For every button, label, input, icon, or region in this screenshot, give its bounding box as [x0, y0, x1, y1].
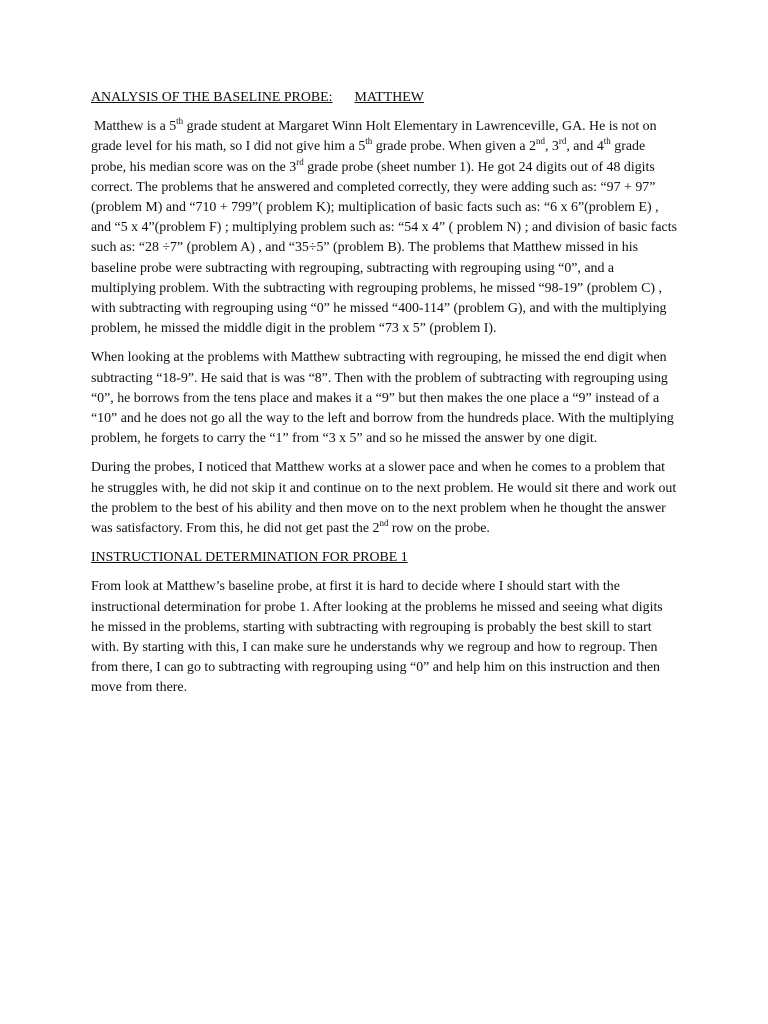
error-analysis-paragraph: When looking at the problems with Matthew subtracting with regrouping, he missed the end digit when subtracting “18-9”. He said that is was “8”. Then with the problem of subtracting with regrouping using “0”, he borrows from the tens place and makes it a “9” but then makes the one place a “9” instead of a “10” and he does not go all the way to the left and borrow from the hundreds place. With the multiplying problem, he forgets to carry the “1” from “3 x 5” and so he missed the answer by one digit. [91, 350, 674, 447]
instructional-determination-heading: INSTRUCTIONAL DETERMINATION FOR PROBE 1 [91, 550, 408, 566]
analysis-heading-title: ANALYSIS OF THE BASELINE PROBE: [91, 90, 333, 105]
observation-paragraph: During the probes, I noticed that Matthew works at a slower pace and when he comes to a problem that he struggles with, he did not skip it and continue on to the next problem. He would sit there and work out the problem to the best of his ability and then move on to the next problem when he thought the answer was satisfactory. From this, he did not get past the 2nd row on the probe. [91, 460, 677, 537]
student-overview-paragraph: Matthew is a 5th grade student at Margaret Winn Holt Elementary in Lawrenceville, GA. He is not on grade level for his math, so I did not give him a 5th grade probe. When given a 2nd, 3rd, and 4th grade probe, his median score was on the 3rd grade probe (sheet number 1). He got 24 digits out of 48 digits correct. The problems that he answered and completed correctly, they were adding such as: “97 + 97” (problem M) and “710 + 799”( problem K); multiplication of basic facts such as: “6 x 6”(problem E) , and “5 x 4”(problem F) ; multiplying problem such as: “54 x 4” ( problem N) ; and division of basic facts such as: “28 ÷7” (problem A) , and “35÷5” (problem B). The problems that Matthew missed in his baseline probe were subtracting with regrouping, subtracting with regrouping using “0”, and a multiplying problem. With the subtracting with regrouping problems, he missed “98-19” (problem C) , with subtracting with regrouping using “0” he missed “400-114” (problem G), and with the multiplying problem, he missed the middle digit in the problem “73 x 5” (problem I). [91, 116, 677, 337]
analysis-heading [91, 88, 678, 108]
analysis-heading-student-name: MATTHEW [354, 90, 424, 105]
instructional-determination-paragraph: From look at Matthew’s baseline probe, at first it is hard to decide where I should start with the instructional determination for probe 1. After looking at the problems he missed and seeing what digits he missed in the problems, starting with subtracting with regrouping is probably the best skill to start with. By starting with this, I can make sure he understands why we regroup and how to regroup. Then from there, I can go to subtracting with regrouping using “0” and help him on this instruction and then move from there. [91, 579, 663, 696]
